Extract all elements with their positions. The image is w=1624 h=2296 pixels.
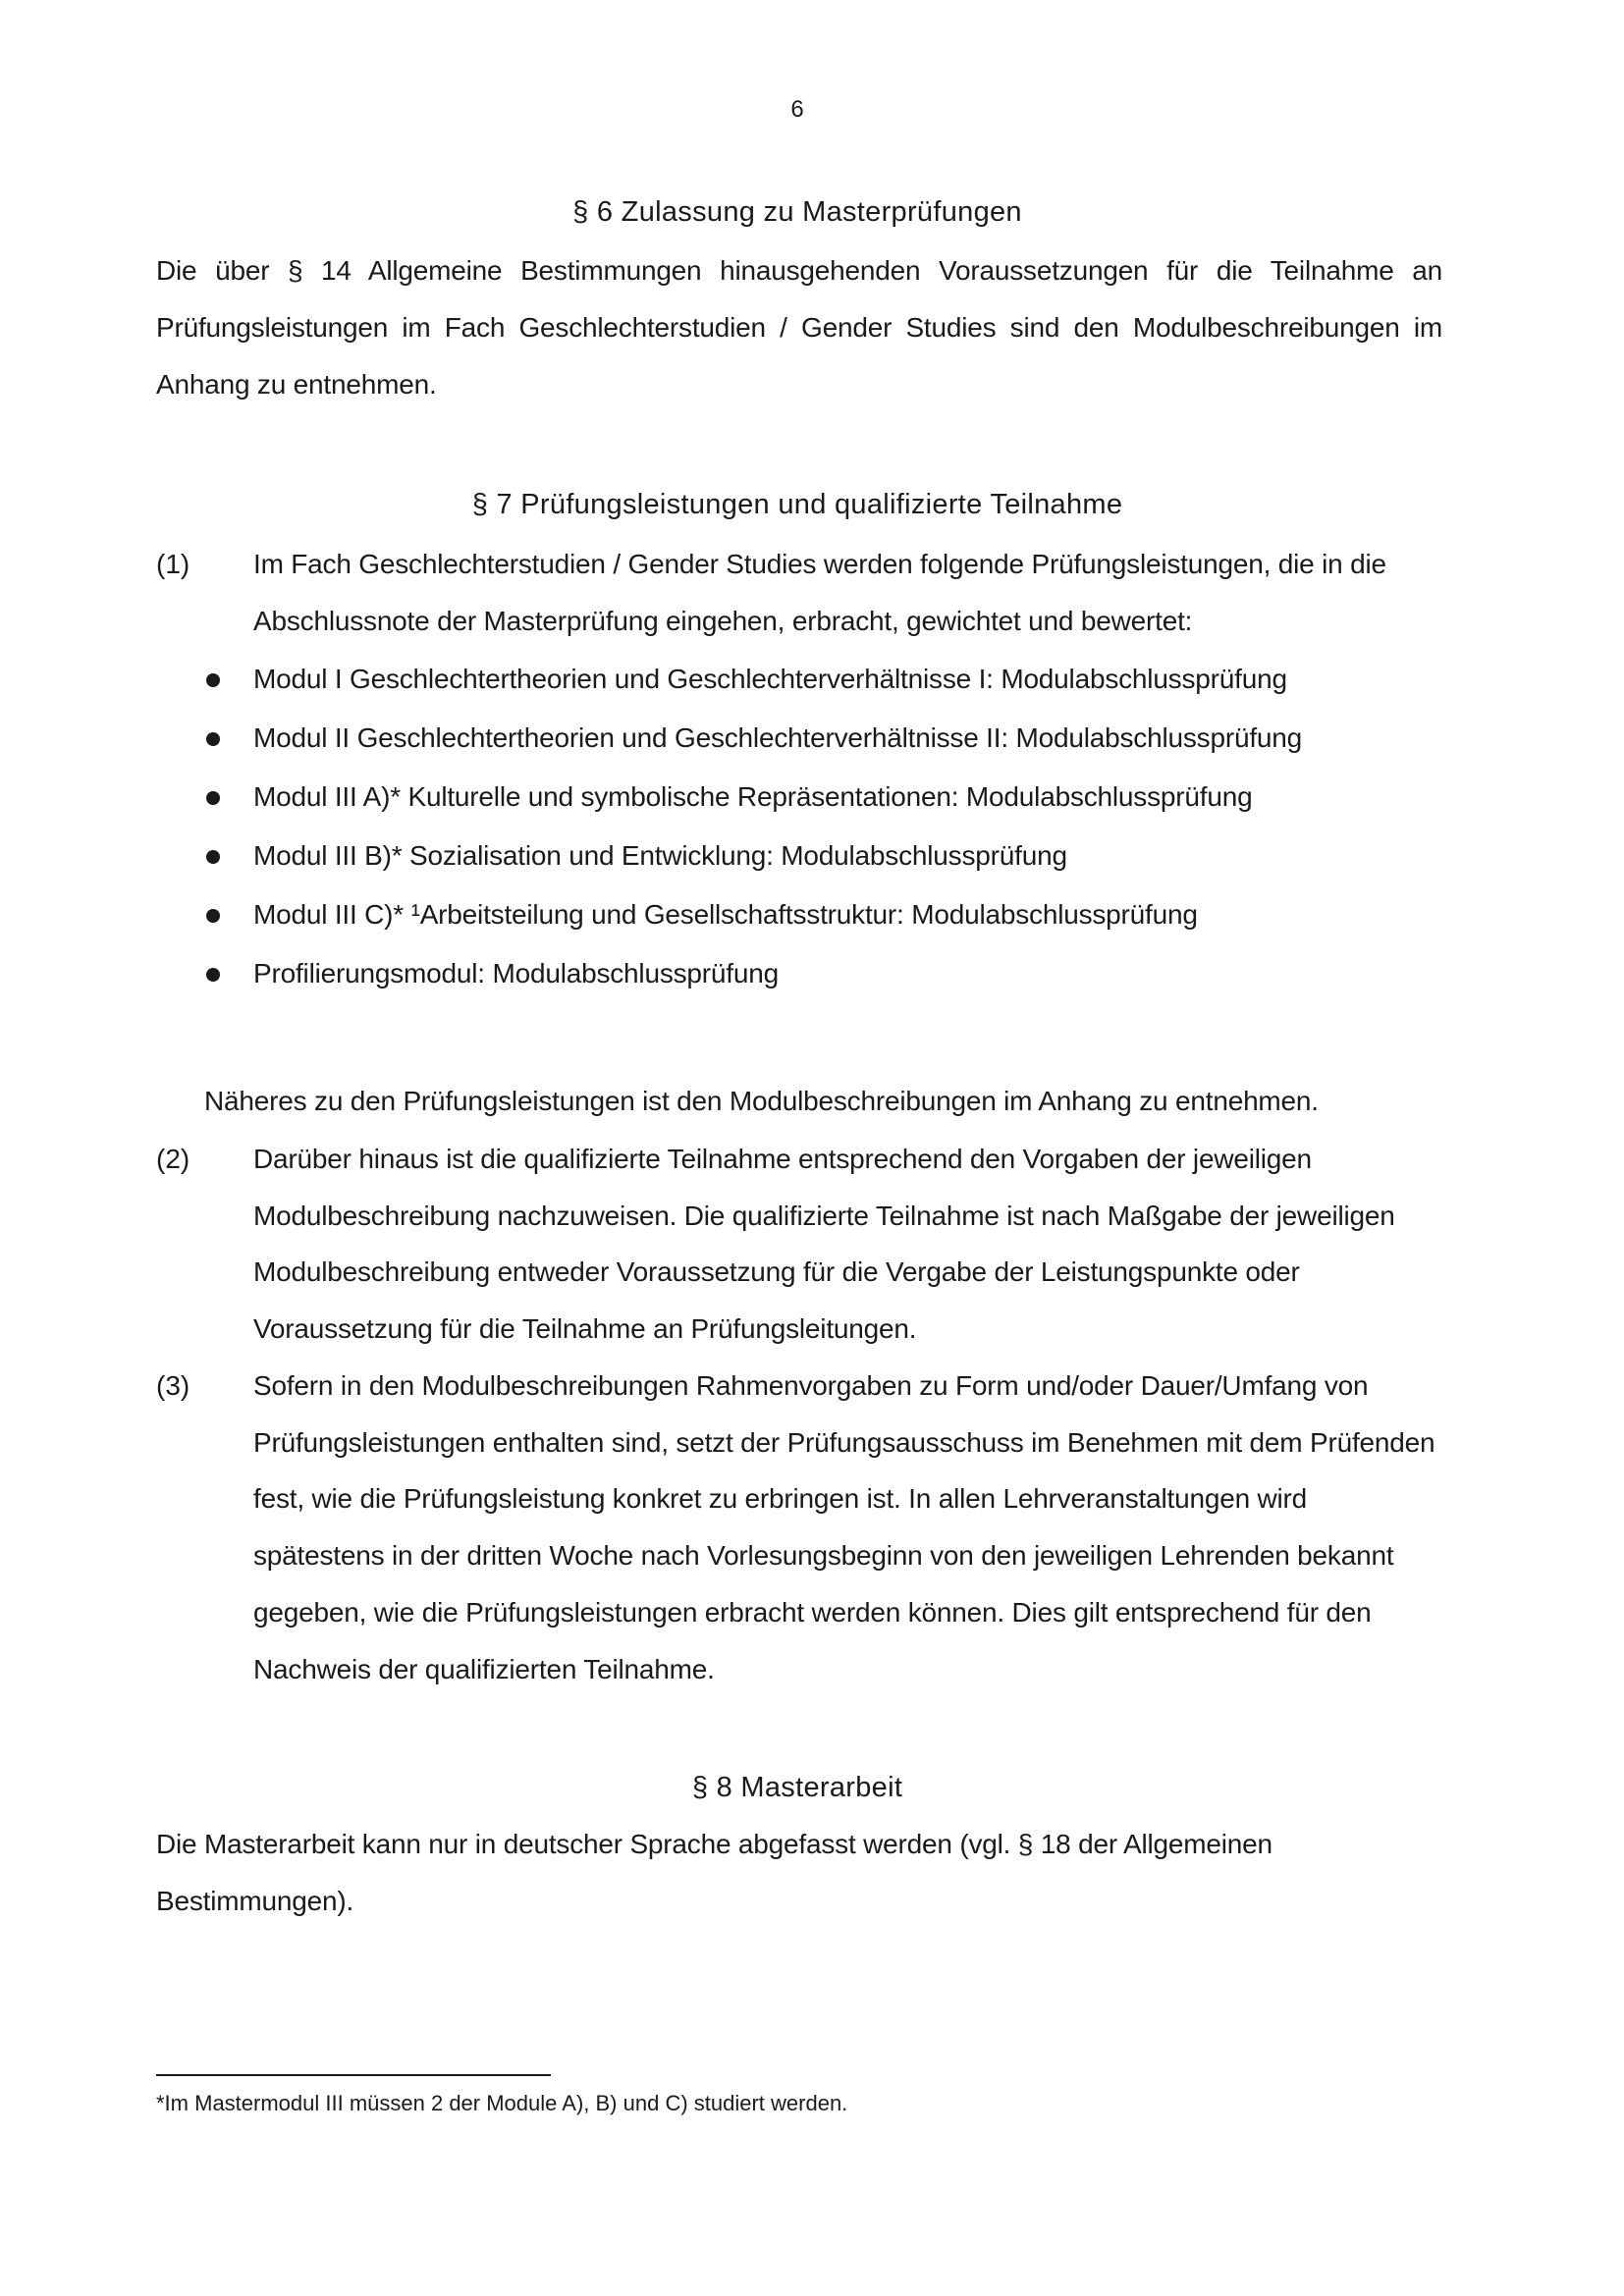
- paragraph-2-line: Darüber hinaus ist die qualifizierte Teilnahme entsprechend den Vorgaben der jeweiligen: [253, 1144, 1312, 1174]
- list-item: Modul III C)* ¹Arbeitsteilung und Gesellschaftsstruktur: Modulabschlussprüfung: [253, 899, 1198, 930]
- footnote-divider: [156, 2074, 551, 2076]
- paragraph-1-line: Im Fach Geschlechterstudien / Gender Studies werden folgende Prüfungsleistungen, die in die: [253, 549, 1386, 579]
- list-item: Modul III B)* Sozialisation und Entwicklung: Modulabschlussprüfung: [253, 840, 1067, 871]
- paragraph-2-line: Modulbeschreibung entweder Voraussetzung für die Vergabe der Leistungspunkte oder: [253, 1256, 1300, 1287]
- list-item: Modul I Geschlechtertheorien und Geschlechterverhältnisse I: Modulabschlussprüfung: [253, 664, 1287, 694]
- paragraph-3-line: fest, wie die Prüfungsleistung konkret zu erbringen ist. In allen Lehrveranstaltungen wird: [253, 1483, 1308, 1514]
- bullet-icon: [206, 791, 220, 805]
- section-7-heading: § 7 Prüfungsleistungen und qualifizierte Teilnahme: [471, 489, 1123, 520]
- section-6-heading: § 6 Zulassung zu Masterprüfungen: [572, 196, 1022, 228]
- footnote: *Im Mastermodul III müssen 2 der Module A), B) und C) studiert werden.: [156, 2091, 848, 2115]
- paragraph-3-line: Prüfungsleistungen enthalten sind, setzt der Prüfungsausschuss im Benehmen mit dem Prüfenden: [253, 1427, 1435, 1458]
- paragraph-2-line: Voraussetzung für die Teilnahme an Prüfungsleitungen.: [253, 1313, 917, 1344]
- paragraph-1-number: (1): [156, 549, 190, 579]
- bullet-icon: [206, 909, 220, 923]
- section-8-line: Die Masterarbeit kann nur in deutscher Sprache abgefasst werden (vgl. § 18 der Allgemeinen: [156, 1829, 1272, 1859]
- paragraph-3-number: (3): [156, 1370, 190, 1401]
- paragraph-2-line: Modulbeschreibung nachzuweisen. Die qualifizierte Teilnahme ist nach Maßgabe der jeweiligen: [253, 1201, 1395, 1231]
- list-item: Modul III A)* Kulturelle und symbolische Repräsentationen: Modulabschlussprüfung: [253, 781, 1253, 812]
- bullet-icon: [206, 673, 220, 687]
- paragraph-2-number: (2): [156, 1144, 190, 1174]
- list-item: Profilierungsmodul: Modulabschlussprüfung: [253, 958, 779, 988]
- section-8-heading: § 8 Masterarbeit: [691, 1772, 903, 1803]
- paragraph-3-line: spätestens in der dritten Woche nach Vorlesungsbeginn von den jeweiligen Lehrenden bekannt: [253, 1540, 1394, 1571]
- paragraph-3-line: Nachweis der qualifizierten Teilnahme.: [253, 1654, 715, 1684]
- paragraph-3-line: gegeben, wie die Prüfungsleistungen erbracht werden können. Dies gilt entsprechend für den: [253, 1597, 1372, 1628]
- section-8-line: Bestimmungen).: [156, 1886, 354, 1916]
- bullet-icon: [206, 850, 220, 864]
- paragraph-1-line: Abschlussnote der Masterprüfung eingehen, erbracht, gewichtet und bewertet:: [253, 606, 1193, 636]
- paragraph-3-line: Sofern in den Modulbeschreibungen Rahmenvorgaben zu Form und/oder Dauer/Umfang von: [253, 1370, 1369, 1401]
- page-number: 6: [790, 96, 804, 123]
- bullet-icon: [206, 968, 220, 982]
- section-6-text: Die über § 14 Allgemeine Bestimmungen hinausgehenden Voraussetzungen für die Teilnahme an Prüfungsleistungen im Fach Geschlechterstudien / Gender Studies sind den Modulbeschreibungen im Anhang zu entnehmen.: [156, 255, 1442, 400]
- bullet-icon: [206, 732, 220, 746]
- section-7-note: Näheres zu den Prüfungsleistungen ist den Modulbeschreibungen im Anhang zu entnehmen.: [204, 1086, 1319, 1116]
- list-item: Modul II Geschlechtertheorien und Geschlechterverhältnisse II: Modulabschlussprüfung: [253, 722, 1303, 753]
